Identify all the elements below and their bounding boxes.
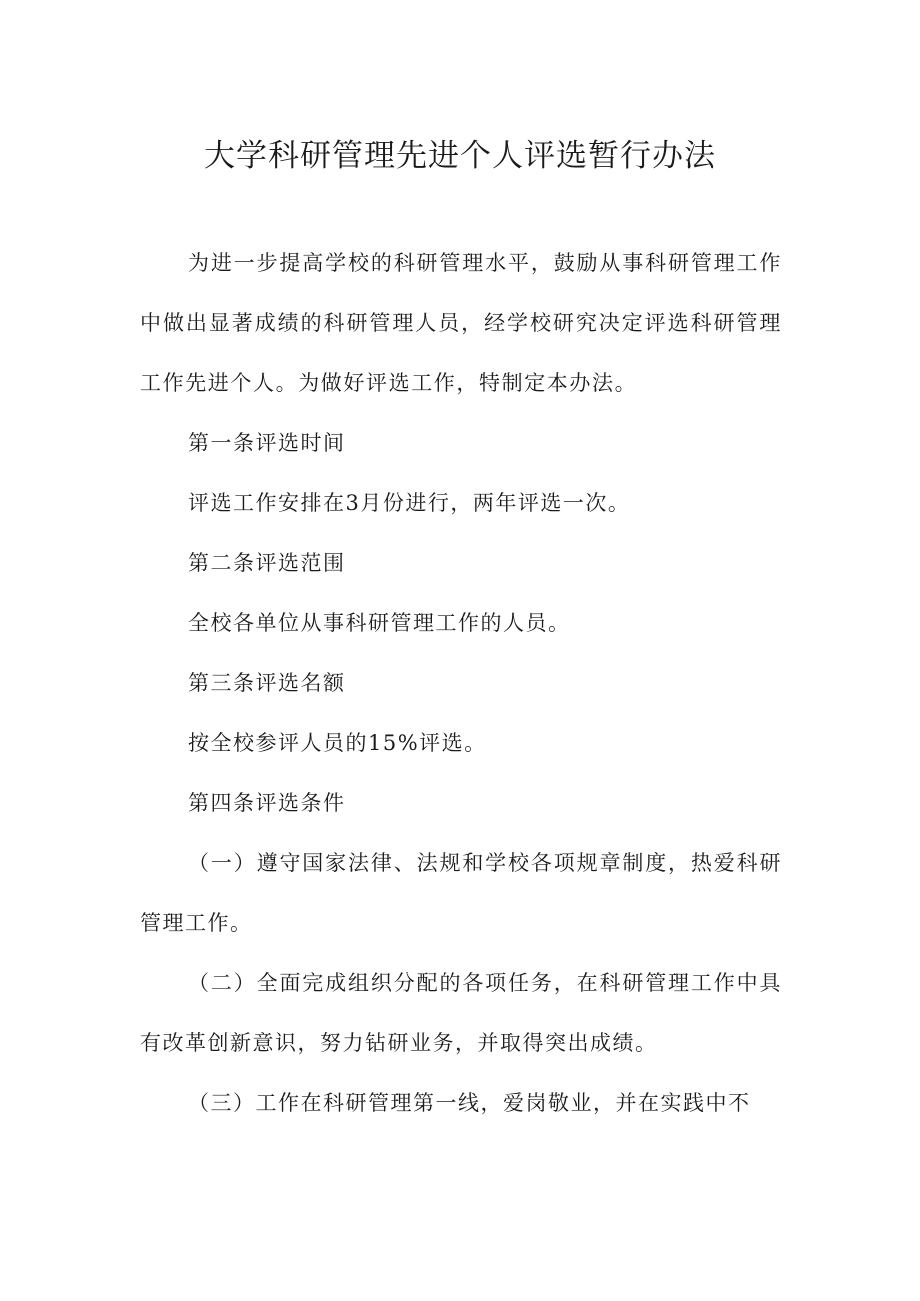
article-1-heading: 第一条评选时间 <box>188 431 346 455</box>
article-4-heading: 第四条评选条件 <box>188 791 346 815</box>
article-4-item-3: （三）工作在科研管理第一线，爱岗敬业，并在实践中不 <box>188 1091 751 1115</box>
document-body <box>140 233 782 1133</box>
document-title: 大学科研管理先进个人评选暂行办法 <box>204 138 716 174</box>
paragraph-intro: 为进一步提高学校的科研管理水平，鼓励从事科研管理工作中做出显著成绩的科研管理人员，经学校研究决定评选科研管理工作先进个人。为做好评选工作，特制定本办法。 <box>140 251 782 395</box>
article-2-heading: 第二条评选范围 <box>188 551 346 575</box>
article-4-item-1: （一）遵守国家法律、法规和学校各项规章制度，热爱科研管理工作。 <box>140 851 782 935</box>
article-1-content: 评选工作安排在3月份进行，两年评选一次。 <box>188 491 631 515</box>
article-2-content: 全校各单位从事科研管理工作的人员。 <box>188 611 571 635</box>
article-3-heading: 第三条评选名额 <box>188 671 346 695</box>
article-4-item-2: （二）全面完成组织分配的各项任务，在科研管理工作中具有改革创新意识，努力钻研业务，并取得突出成绩。 <box>140 971 782 1055</box>
article-3-content: 按全校参评人员的15%评选。 <box>188 731 487 755</box>
